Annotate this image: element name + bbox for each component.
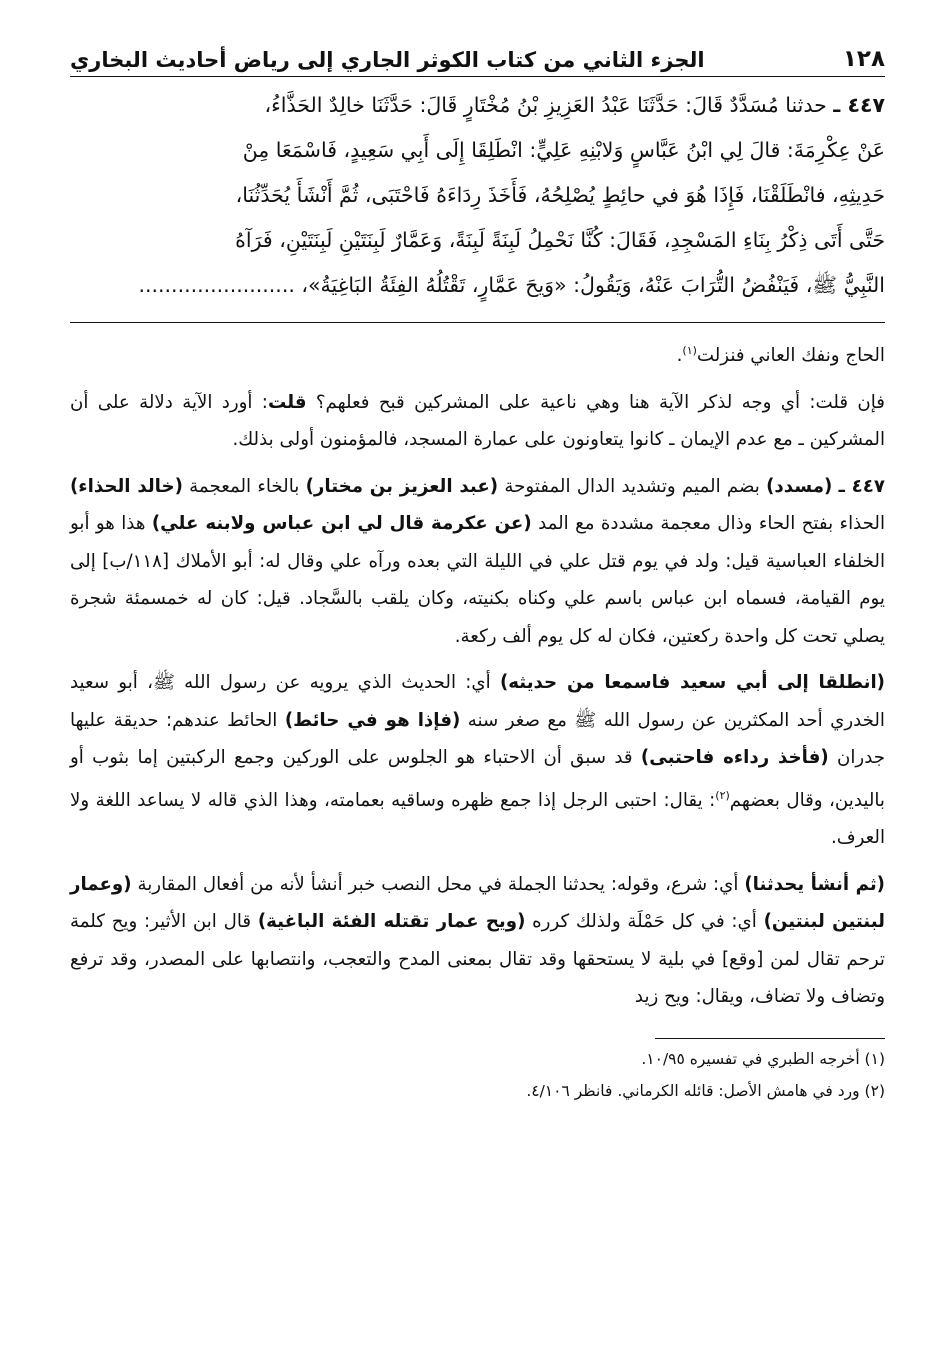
bold-term: (عبد العزيز بن مختار)	[305, 475, 499, 497]
commentary-paragraph	[70, 384, 885, 459]
commentary-paragraph	[70, 468, 885, 656]
paragraph-text: : أورد الآية دلالة على أن المشركين ـ مع عدم الإيمان ـ كانوا يتعاونون على عمارة المسجد، فالمؤمنون أولى بذلك.	[70, 391, 885, 451]
footnote-rule	[655, 1038, 885, 1039]
hadith-line: حَدِيثِهِ، فانْطَلَقْنَا، فَإِذَا هُوَ في حائِطٍ يُصْلِحُهُ، فَأَخَذَ رِدَاءَهُ فَاحْتَبَى، ثُمَّ أَنْشَأَ يُحَدِّثُنَا،	[235, 183, 885, 207]
commentary-paragraph	[70, 664, 885, 857]
footnote: (١) أخرجه الطبري في تفسيره ١٠/٩٥.	[641, 1049, 885, 1068]
bold-term: (ثم أنشأ يحدثنا)	[744, 873, 885, 895]
paragraph-text: بالخاء المعجمة	[182, 475, 306, 497]
paragraph-text: هذا هو أبو الخلفاء العباسية قيل: ولد في يوم قتل علي في الليلة التي بعده ورآه علي وقال له: أبو الأملاك [١١٨/ب] إلى يوم القيامة، فسماه ابن عباس باسم علي وكناه بكنيته، وكان يلقب بالسَّجاد. قيل: كان له خمسمئة شجرة يصلي تحت كل واحدة ركعتين، فكان له كل يوم ألف ركعة.	[70, 513, 885, 647]
page-header	[70, 36, 885, 72]
paragraph-text: أي: في كل حَمْلَة ولذلك كرره	[525, 911, 764, 933]
paragraph-text: الحذاء بفتح الحاء وذال معجمة مشددة مع المد	[531, 513, 885, 535]
bold-term: (فإذا هو في حائط)	[284, 709, 461, 731]
bold-term: (خالد الحذاء)	[70, 475, 183, 497]
hadith-line: عَنْ عِكْرِمَةَ: قالَ لِي ابْنُ عَبَّاسٍ وَلابْنِهِ عَلِيٍّ: انْطَلِقَا إِلَى أَبِي سَعِيدٍ، فَاسْمَعَا مِنْ	[242, 138, 885, 162]
commentary	[70, 332, 885, 1016]
page-number: ١٢٨	[842, 46, 885, 72]
paragraph-text: أي: شرع، وقوله: يحدثنا الجملة في محل النصب خبر أنشأ لأنه من أفعال المقاربة	[131, 873, 745, 895]
bold-term: (عن عكرمة قال لي ابن عباس ولابنه علي)	[151, 513, 532, 535]
hadith-line	[70, 83, 885, 128]
paragraph-text: قال ابن الأثير: ويح كلمة ترحم تقال لمن [وقع] في بلية لا يستحقها وقد تقال بمعنى المدح والتعجب، وانتصابها على المصدر، وقد ترفع وتضاف ولا تضاف، ويقال: ويح زيد	[70, 911, 885, 1008]
hadith-text	[70, 83, 885, 308]
paragraph-text: الحاج ونفك العاني فنزلت	[696, 345, 885, 367]
paragraph-text: .	[676, 345, 683, 367]
hadith-line: حَتَّى أَتَى ذِكْرُ بِنَاءِ المَسْجِدِ، فَقَالَ: كُنَّا نَحْمِلُ لَبِنَةً لَبِنَةً، وَعَمَّارٌ لَبِنَتَيْنِ لَبِنَتَيْنِ، فَرَآهُ	[235, 228, 885, 252]
bold-term: (فأخذ رداءه فاحتبى)	[640, 747, 829, 769]
hadith-number: ٤٤٧ ـ	[838, 475, 885, 497]
bold-term: (انطلقا إلى أبي سعيد فاسمعا من حديثه)	[499, 672, 885, 694]
running-title: الجزء الثاني من كتاب الكوثر الجاري إلى رياض أحاديث البخاري	[70, 48, 705, 72]
commentary-paragraph	[70, 332, 885, 375]
commentary-paragraph	[70, 866, 885, 1016]
bold-term: (ويح عمار تقتله الفئة الباغية)	[257, 911, 526, 933]
paragraph-text: بضم الميم وتشديد الدال المفتوحة	[498, 475, 767, 497]
hadith-number: ٤٤٧ ـ	[833, 93, 885, 117]
hadith-rule	[70, 322, 885, 323]
paragraph-text: الحائط عندهم: حديقة عليها جدران	[70, 709, 886, 769]
footnote: (٢) ورد في هامش الأصل: قائله الكرماني. فانظر ٤/١٠٦.	[526, 1081, 885, 1100]
book-page	[70, 36, 885, 1107]
hadith-line: النَّبِيُّ ﷺ، فَيَنْفُضُ التُّرَابَ عَنْهُ، وَيَقُولُ: «وَيحَ عَمَّارٍ، تَقْتُلُهُ الفِئَةُ البَاغِيَةُ»، ........................	[138, 273, 885, 297]
footnote-marker: (٢)	[715, 788, 730, 802]
paragraph-text: : يقال: احتبى الرجل إذا جمع ظهره وساقيه بعمامته، وهذا الذي قاله لا يساعد اللغة ولا العرف.	[70, 789, 885, 849]
bold-term: قلت	[267, 391, 307, 413]
header-rule	[70, 76, 885, 77]
paragraph-text: أي: الحديث الذي يرويه عن رسول الله ﷺ، أبو سعيد الخدري أحد المكثرين عن رسول الله ﷺ مع صغر سنه	[70, 672, 885, 731]
bold-term: (مسدد)	[766, 475, 833, 497]
footnotes	[70, 1043, 885, 1107]
paragraph-text: قد سبق أن الاحتباء هو الجلوس على الوركين وجمع الركبتين إما بثوب أو باليدين، وقال بعضهم	[70, 747, 885, 811]
bold-term: (وعمار لبنتين لبنتين)	[70, 873, 885, 933]
paragraph-text: فإن قلت: أي وجه لذكر الآية هنا وهي ناعية على المشركين قبح فعلهم؟	[306, 391, 885, 413]
hadith-line-text: حدثنا مُسَدَّدٌ قَالَ: حَدَّثَنَا عَبْدُ العَزِيزِ بْنُ مُخْتَارٍ قَالَ: حَدَّثَنَا خالِدٌ الحَذَّاءُ،	[264, 93, 827, 117]
footnote-marker: (١)	[682, 344, 697, 357]
